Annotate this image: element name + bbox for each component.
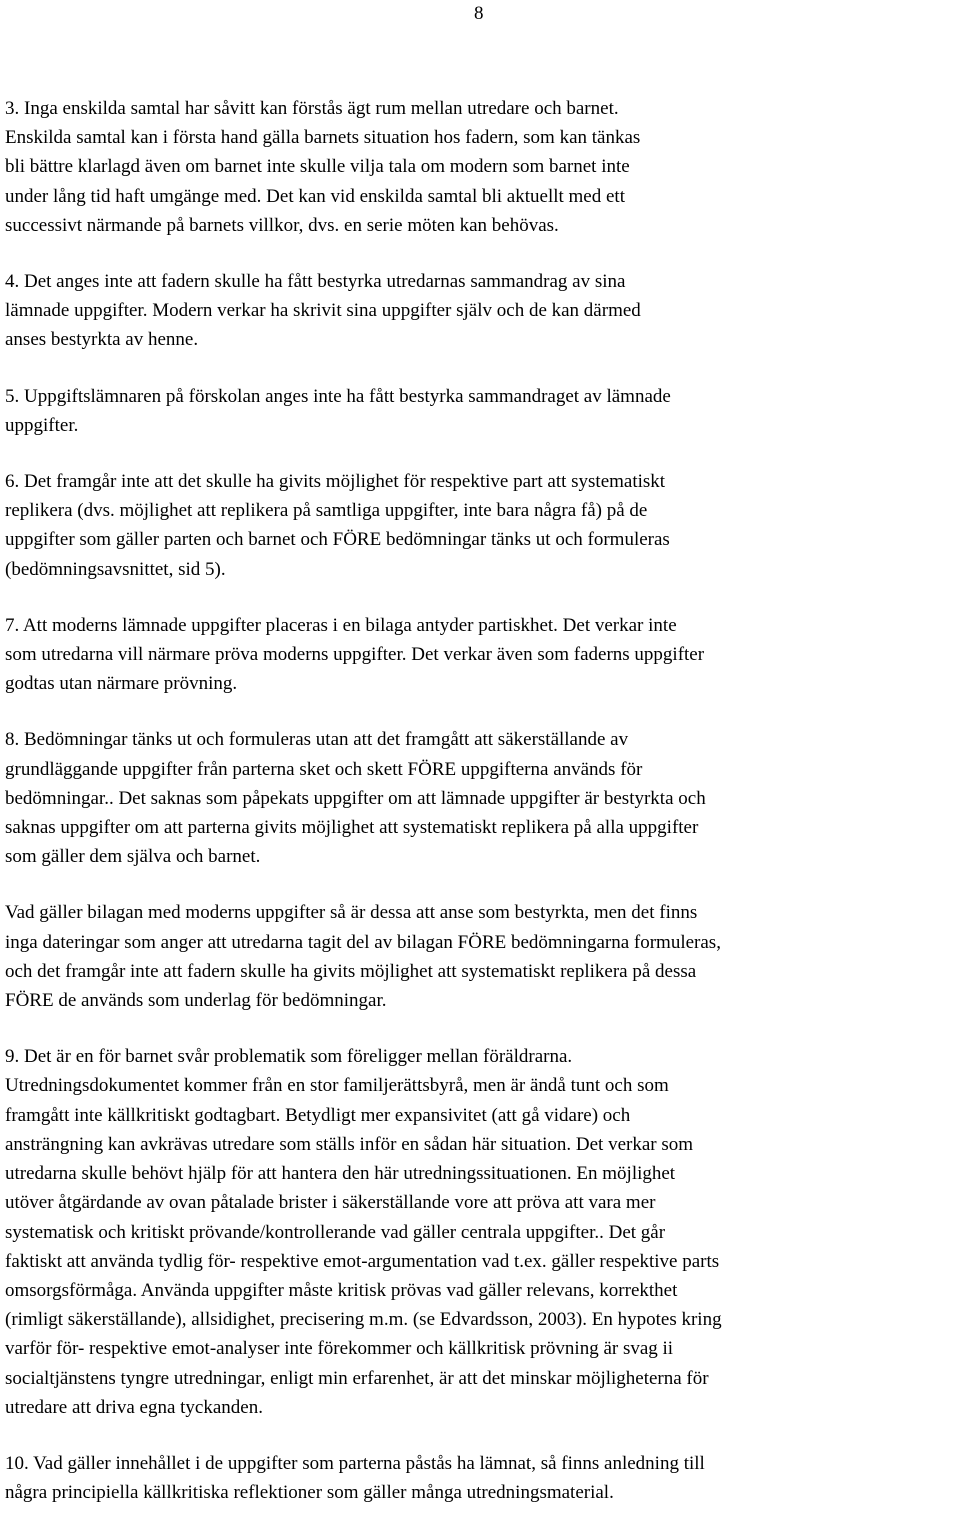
paragraph-4: 4. Det anges inte att fadern skulle ha fått bestyrka utredarnas sammandrag av sina lämnade uppgifter. Modern verkar ha skrivit sina uppgifter själv och de kan därmed anses bestyrkta av henne. — [5, 271, 641, 351]
paragraph-5: 5. Uppgiftslämnaren på förskolan anges inte ha fått bestyrka sammandraget av lämnade uppgifter. — [5, 385, 671, 436]
paragraph-bilaga: Vad gäller bilagan med moderns uppgifter så är dessa att anse som bestyrkta, men det finns inga dateringar som anger att utredarna tagit del av bilagan FÖRE bedömningarna formuleras, och det framgår inte att fadern skulle ha givits möjlighet att systematiskt replikera på dessa FÖRE de används som underlag för bedömningar. — [5, 902, 721, 1012]
paragraph-7: 7. Att moderns lämnade uppgifter placeras i en bilaga antyder partiskhet. Det verkar inte som utredarna vill närmare pröva moderns uppgifter. Det verkar även som faderns uppgifter godtas utan närmare prövning. — [5, 614, 705, 695]
page-number: 8 — [474, 3, 484, 24]
paragraph-9: 9. Det är en för barnet svår problematik som föreligger mellan föräldrarna. Utredningsdokumentet kommer från en stor familjerättsbyrå, men är ändå tunt och som framgått inte källkritiskt godtagbart. Betydligt mer expansivitet (att gå vidare) och ansträngning kan avkrävas utredare som ställs inför en sådan här situation. Det verkar som utredarna skulle behövt hjälp för att hantera den här utredningssituationen. En möjlighet utöver åtgärdande av ovan påtalade brister i säkerställande vore att pröva att vara mer systematisk och kritiskt prövande/kontrollerande vad gäller centrala uppgifter.. Det går faktiskt att använda tydlig för- respektive emot-argumentation vad t.ex. gäller respektive parts omsorgsförmåga. Använda uppgifter måste kritisk prövas vad gäller relevans, korrekthet (rimligt säkerställande), allsidighet, precisering m.m. (se Edvardsson, 2003). En hypotes kring varför för- respektive emot-analyser inte förekommer och källkritisk prövning är svag ii socialtjänstens tyngre utredningar, enligt min erfarenhet, är att det minskar möjligheterna för utredare att driva egna tyckanden. — [5, 1046, 722, 1418]
document-body — [5, 94, 957, 1534]
paragraph-6: 6. Det framgår inte att det skulle ha givits möjlighet för respektive part att systematiskt replikera (dvs. möjlighet att replikera på samtliga uppgifter, inte bara några få) på de uppgifter som gäller parten och barnet och FÖRE bedömningar tänks ut och formuleras (bedömningsavsnittet, sid 5). — [5, 471, 670, 580]
paragraph-8: 8. Bedömningar tänks ut och formuleras utan att det framgått att säkerställande av grundläggande uppgifter från parterna sket och skett FÖRE uppgifterna används för bedömningar.. Det saknas som påpekats uppgifter om att lämnade uppgifter är bestyrkta och saknas uppgifter om att parterna givits möjlighet att systematiskt replikera på alla uppgifter som gäller dem själva och barnet. — [5, 729, 706, 868]
paragraph-10: 10. Vad gäller innehållet i de uppgifter som parterna påstås ha lämnat, så finns anledning till några principiella källkritiska reflektioner som gäller många utredningsmaterial. — [5, 1452, 705, 1504]
paragraph-3: 3. Inga enskilda samtal har såvitt kan förstås ägt rum mellan utredare och barnet. Enskilda samtal kan i första hand gälla barnets situation hos fadern, som kan tänkas bli bättre klarlagd även om barnet inte skulle vilja tala om modern som barnet inte under lång tid haft umgänge med. Det kan vid enskilda samtal bli aktuellt med ett successivt närmande på barnets villkor, dvs. en serie möten kan behövas. — [5, 98, 641, 236]
